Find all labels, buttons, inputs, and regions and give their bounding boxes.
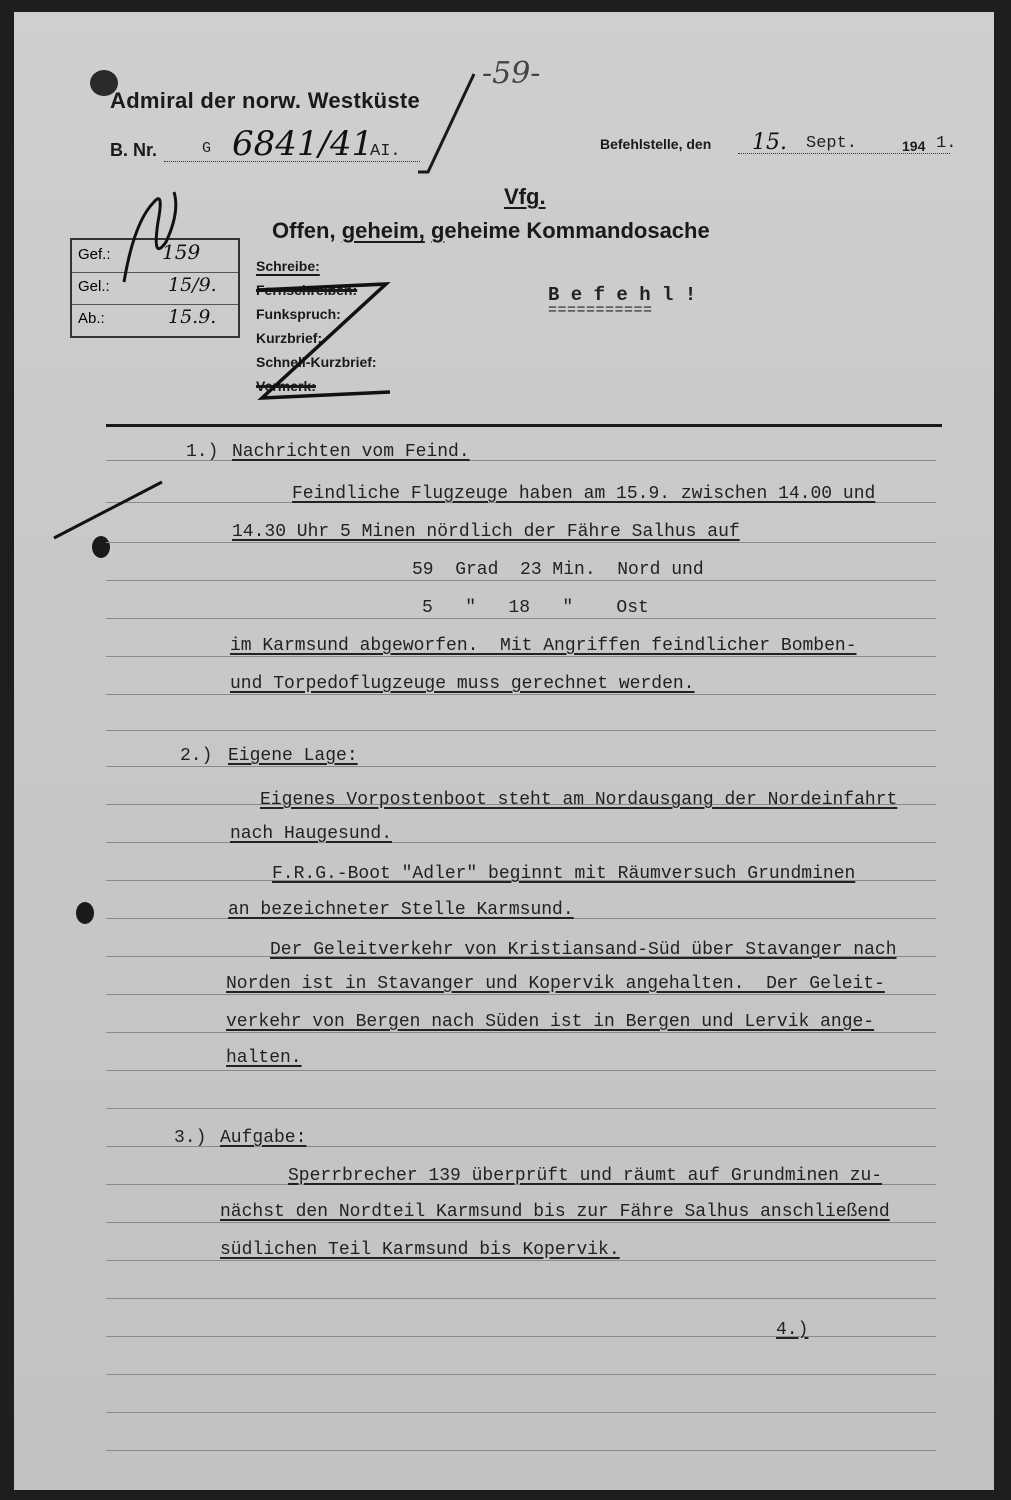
ruled-line xyxy=(106,1222,936,1223)
ruled-line xyxy=(106,460,936,461)
section-2-line: verkehr von Bergen nach Süden ist in Bergen und Lervik ange- xyxy=(226,1012,875,1032)
ruled-line xyxy=(106,1336,936,1337)
section-2-line: F.R.G.-Boot "Adler" beginnt mit Räumversuch Grundminen xyxy=(272,864,856,884)
classification-line xyxy=(272,218,710,244)
ruled-line xyxy=(106,580,936,581)
margin-stroke xyxy=(50,474,170,544)
page-number: -59- xyxy=(482,56,541,91)
section-2-heading: Eigene Lage: xyxy=(228,746,358,766)
ruled-line xyxy=(106,766,936,767)
section-1-heading: Nachrichten vom Feind. xyxy=(232,442,470,462)
section-2-line: nach Haugesund. xyxy=(230,824,393,844)
send-funkspruch: Funkspruch: xyxy=(256,306,341,322)
date-year-prefix: 194 xyxy=(902,138,926,154)
send-fernschreiben: Fernschreiben: xyxy=(256,282,358,298)
section-2-line: Norden ist in Stavanger und Kopervik angehalten. Der Geleit- xyxy=(226,974,885,994)
section-3-line: nächst den Nordteil Karmsund bis zur Fähre Salhus anschließend xyxy=(220,1202,890,1222)
ruled-line xyxy=(106,1070,936,1071)
punch-hole-bottom xyxy=(76,902,94,924)
ruled-line xyxy=(106,994,936,995)
document-page xyxy=(14,12,994,1490)
section-2-line: Eigenes Vorpostenboot steht am Nordausgang der Nordeinfahrt xyxy=(260,790,898,810)
classification-secret: geheim, xyxy=(341,218,425,243)
ruled-line xyxy=(106,1298,936,1299)
stamp-label: Ab.: xyxy=(78,310,105,327)
section-3-line: südlichen Teil Karmsund bis Kopervik. xyxy=(220,1240,620,1260)
office-name: Admiral der norw. Westküste xyxy=(110,88,421,113)
section-1-line: 5 " 18 " Ost xyxy=(422,598,649,618)
ruled-line xyxy=(106,1260,936,1261)
section-1-line: 59 Grad 23 Min. Nord und xyxy=(412,560,704,580)
place-label: Befehlstelle, den xyxy=(600,136,712,152)
section-2-line: Der Geleitverkehr von Kristiansand-Süd über Stavanger nach xyxy=(270,940,897,960)
ruled-line xyxy=(106,730,936,731)
section-2-line: an bezeichneter Stelle Karmsund. xyxy=(228,900,574,920)
section-3-line: Sperrbrecher 139 überprüft und räumt auf Grundminen zu- xyxy=(288,1166,883,1186)
section-1-line: 14.30 Uhr 5 Minen nördlich der Fähre Salhus auf xyxy=(232,522,740,542)
order-title-underline: =========== xyxy=(548,302,653,319)
bnr-prefix: G xyxy=(202,140,212,157)
section-3-number: 3.) xyxy=(174,1128,207,1148)
stamp-row xyxy=(72,304,238,336)
classification-command-rest: eheime Kommandosache xyxy=(444,218,710,243)
section-1-line: Feindliche Flugzeuge haben am 15.9. zwischen 14.00 und xyxy=(292,484,876,504)
stamp-value: 159 xyxy=(162,240,201,264)
section-2-line: halten. xyxy=(226,1048,302,1068)
stamp-value: 15/9. xyxy=(168,274,217,296)
ruled-line xyxy=(106,1032,936,1033)
ruled-line xyxy=(106,1108,936,1109)
send-vermerk: Vermerk: xyxy=(256,378,316,394)
ruled-line xyxy=(106,694,936,695)
classification-command xyxy=(431,218,710,243)
section-3-heading: Aufgabe: xyxy=(220,1128,307,1148)
send-schnell-kurzbrief: Schnell-Kurzbrief: xyxy=(256,354,377,370)
ruled-line xyxy=(106,1450,936,1451)
bnr-suffix: AI. xyxy=(370,142,401,161)
z-cross-out xyxy=(250,280,400,410)
date-day: 15. xyxy=(752,130,787,155)
handwritten-stroke xyxy=(412,68,482,180)
section-2-number: 2.) xyxy=(180,746,213,766)
ruled-line xyxy=(106,1374,936,1375)
send-kurzbrief: Kurzbrief: xyxy=(256,330,323,346)
stamp-label: Gef.: xyxy=(78,246,111,263)
header-divider xyxy=(106,424,942,427)
date-month: Sept. xyxy=(806,134,858,153)
bnr-label: B. Nr. xyxy=(110,140,158,160)
ruled-line xyxy=(106,542,936,543)
ruled-line xyxy=(106,656,936,657)
stamp-value: 15.9. xyxy=(168,306,217,328)
ruled-line xyxy=(106,618,936,619)
classification-open: Offen, xyxy=(272,218,336,243)
next-section-ref: 4.) xyxy=(776,1320,809,1340)
bnr-number: 6841/41 xyxy=(232,124,374,164)
section-1-number: 1.) xyxy=(186,442,219,462)
handwritten-initials xyxy=(114,182,194,292)
ruled-line xyxy=(106,1412,936,1413)
order-title: B e f e h l ! xyxy=(548,284,697,306)
date-year-digit: 1. xyxy=(936,134,957,153)
section-1-line: und Torpedoflugzeuge muss gerechnet werden. xyxy=(230,674,695,694)
section-1-line: im Karmsund abgeworfen. Mit Angriffen feindlicher Bomben- xyxy=(230,636,857,656)
send-schreibe: Schreibe: xyxy=(256,258,320,274)
stamp-label: Gel.: xyxy=(78,278,110,295)
classification-command-g: g xyxy=(430,218,445,243)
vfg-label: Vfg. xyxy=(504,184,546,209)
